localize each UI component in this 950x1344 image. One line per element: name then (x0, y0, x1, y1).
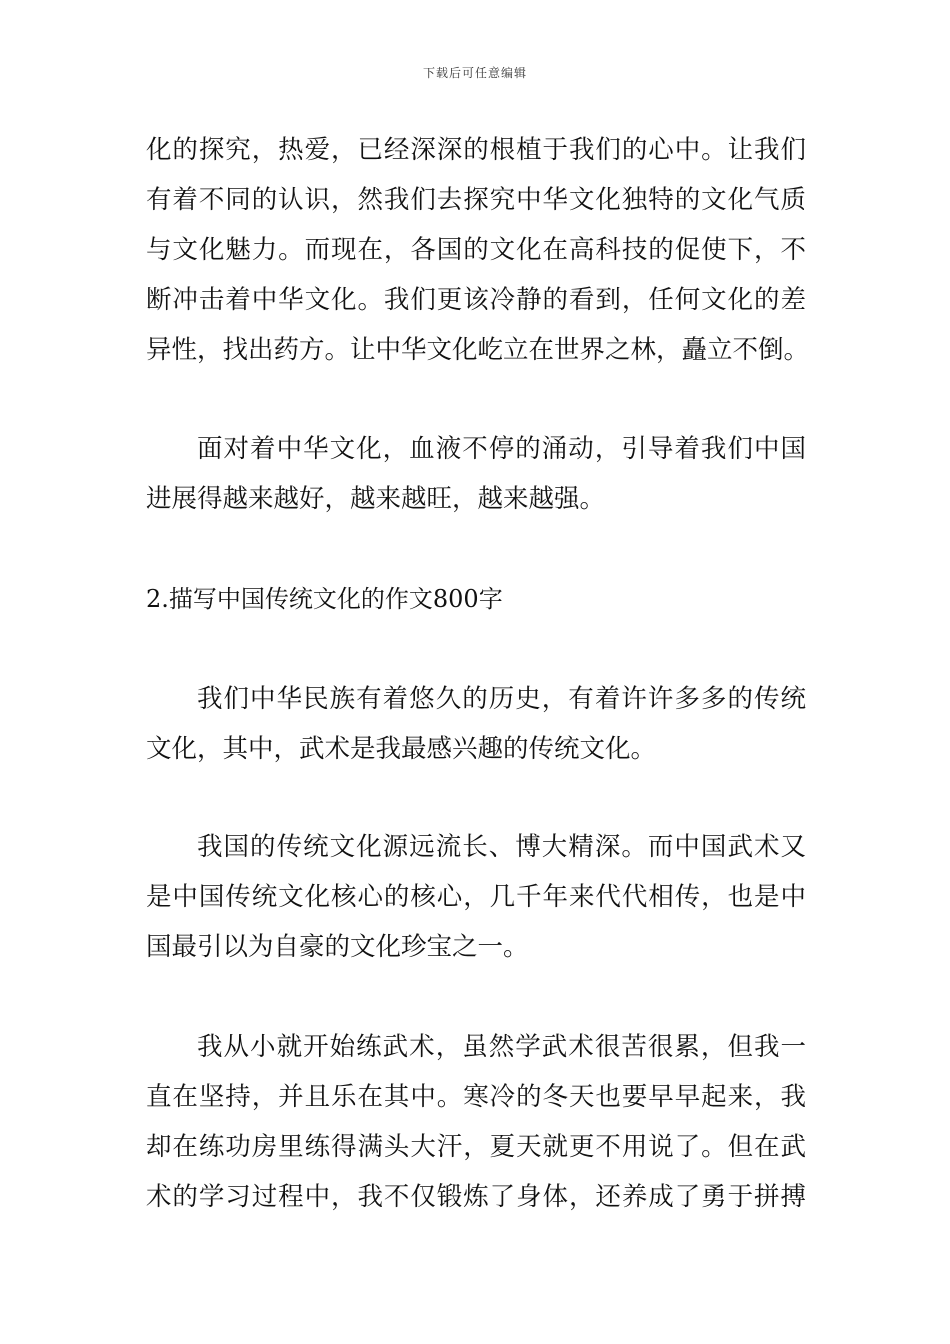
paragraph-5-line-4: 术的学习过程中，我不仅锻炼了身体，还养成了勇于拼搏 (146, 1182, 806, 1212)
paragraph-4-line-1: 我国的传统文化源远流长、博大精深。而中国武术又 (197, 832, 806, 862)
paragraph-5-line-1: 我从小就开始练武术，虽然学武术很苦很累，但我一 (197, 1032, 806, 1062)
page-header-watermark: 下载后可任意编辑 (422, 66, 527, 80)
paragraph-2-line-2: 进展得越来越好，越来越旺，越来越强。 (146, 484, 606, 514)
paragraph-3-line-1: 我们中华民族有着悠久的历史，有着许许多多的传统 (197, 684, 806, 714)
paragraph-1-line-5: 异性，找出药方。让中华文化屹立在世界之林，矗立不倒。 (146, 335, 810, 365)
paragraph-3-line-2: 文化，其中，武术是我最感兴趣的传统文化。 (146, 734, 657, 764)
paragraph-1-line-4: 断冲击着中华文化。我们更该冷静的看到，任何文化的差 (146, 285, 806, 315)
paragraph-1-line-2: 有着不同的认识，然我们去探究中华文化独特的文化气质 (146, 185, 806, 215)
paragraph-1-line-3: 与文化魅力。而现在，各国的文化在高科技的促使下，不 (146, 235, 806, 265)
paragraph-1-line-1: 化的探究，热爱，已经深深的根植于我们的心中。让我们 (146, 135, 806, 165)
section-heading: 2.描写中国传统文化的作文800字 (146, 585, 503, 613)
paragraph-5-line-2: 直在坚持，并且乐在其中。寒冷的冬天也要早早起来，我 (146, 1082, 806, 1112)
paragraph-4-line-2: 是中国传统文化核心的核心，几千年来代代相传，也是中 (146, 882, 806, 912)
paragraph-5-line-3: 却在练功房里练得满头大汗，夏天就更不用说了。但在武 (146, 1132, 806, 1162)
paragraph-2-line-1: 面对着中华文化，血液不停的涌动，引导着我们中国 (197, 434, 806, 464)
paragraph-4-line-3: 国最引以为自豪的文化珍宝之一。 (146, 932, 529, 962)
